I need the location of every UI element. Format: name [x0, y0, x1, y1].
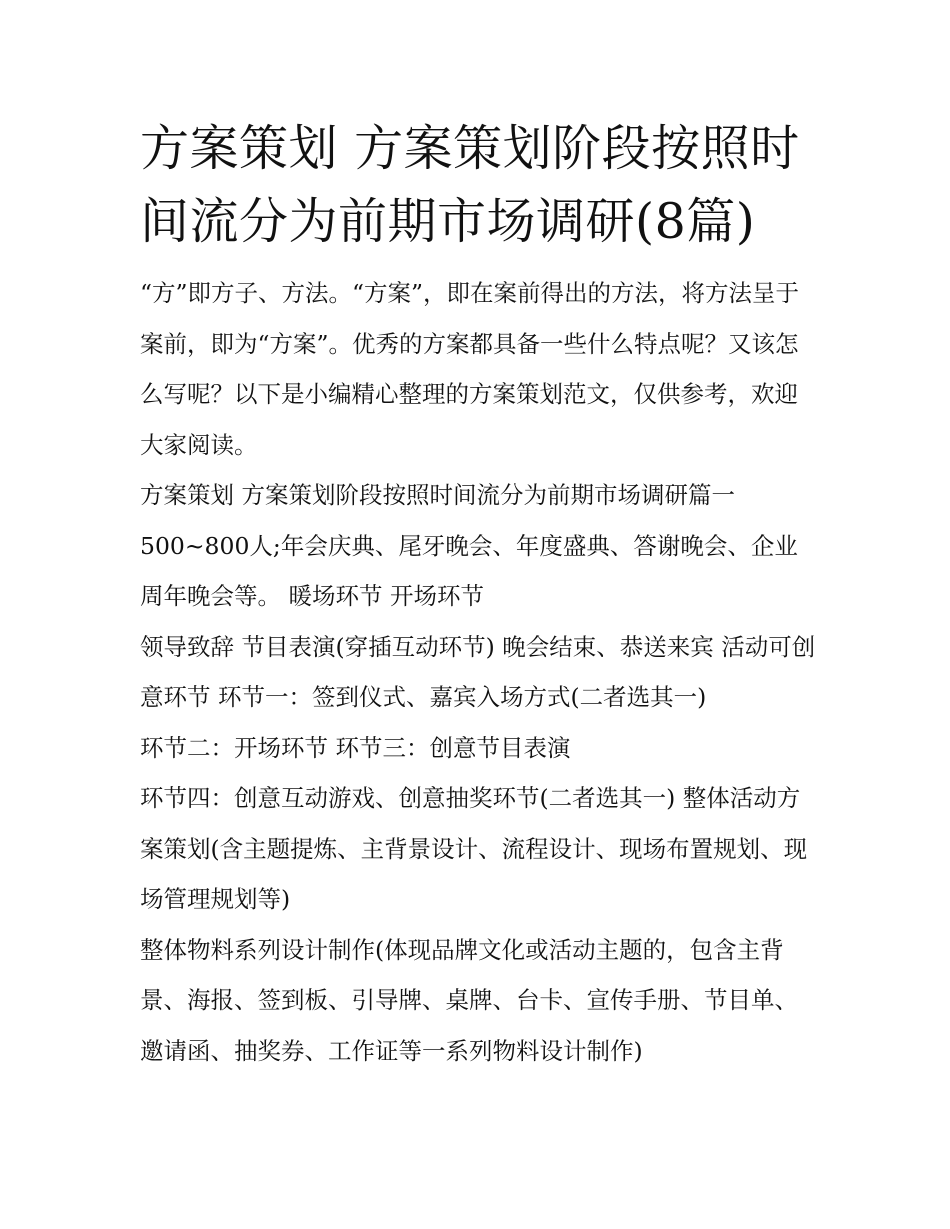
document-body [140, 112, 820, 1076]
paragraph-intro: “方”即方子、方法。“方案”，即在案前得出的方法，将方法呈于案前，即为“方案”。优秀的方案都具备一些什么特点呢？又该怎么写呢？以下是小编精心整理的方案策划范文，仅供参考，欢迎大家阅读。 [140, 279, 800, 459]
paragraph-materials: 整体物料系列设计制作(体现品牌文化或活动主题的，包含主背景、海报、签到板、引导牌、桌牌、台卡、宣传手册、节目单、邀请函、抽奖券、工作证等一系列物料设计制作) [140, 935, 798, 1065]
paragraph-scale-and-types: 500~800人;年会庆典、尾牙晚会、年度盛典、答谢晚会、企业周年晚会等。 暖场环节 开场环节 [140, 531, 798, 610]
document-title: 方案策划 方案策划阶段按照时间流分为前期市场调研(8篇) [140, 120, 800, 250]
paragraph-program-flow: 领导致辞 节目表演(穿插互动环节) 晚会结束、恭送来宾 活动可创意环节 环节一：签到仪式、嘉宾入场方式(二者选其一) [140, 632, 816, 711]
paragraph-segments-two-three: 环节二：开场环节 环节三：创意节目表演 [140, 733, 571, 762]
paragraph-segment-four: 环节四：创意互动游戏、创意抽奖环节(二者选其一) 整体活动方案策划(含主题提炼、主背景设计、流程设计、现场布置规划、现场管理规划等) [140, 784, 808, 913]
paragraph-section-heading: 方案策划 方案策划阶段按照时间流分为前期市场调研篇一 [140, 481, 735, 509]
